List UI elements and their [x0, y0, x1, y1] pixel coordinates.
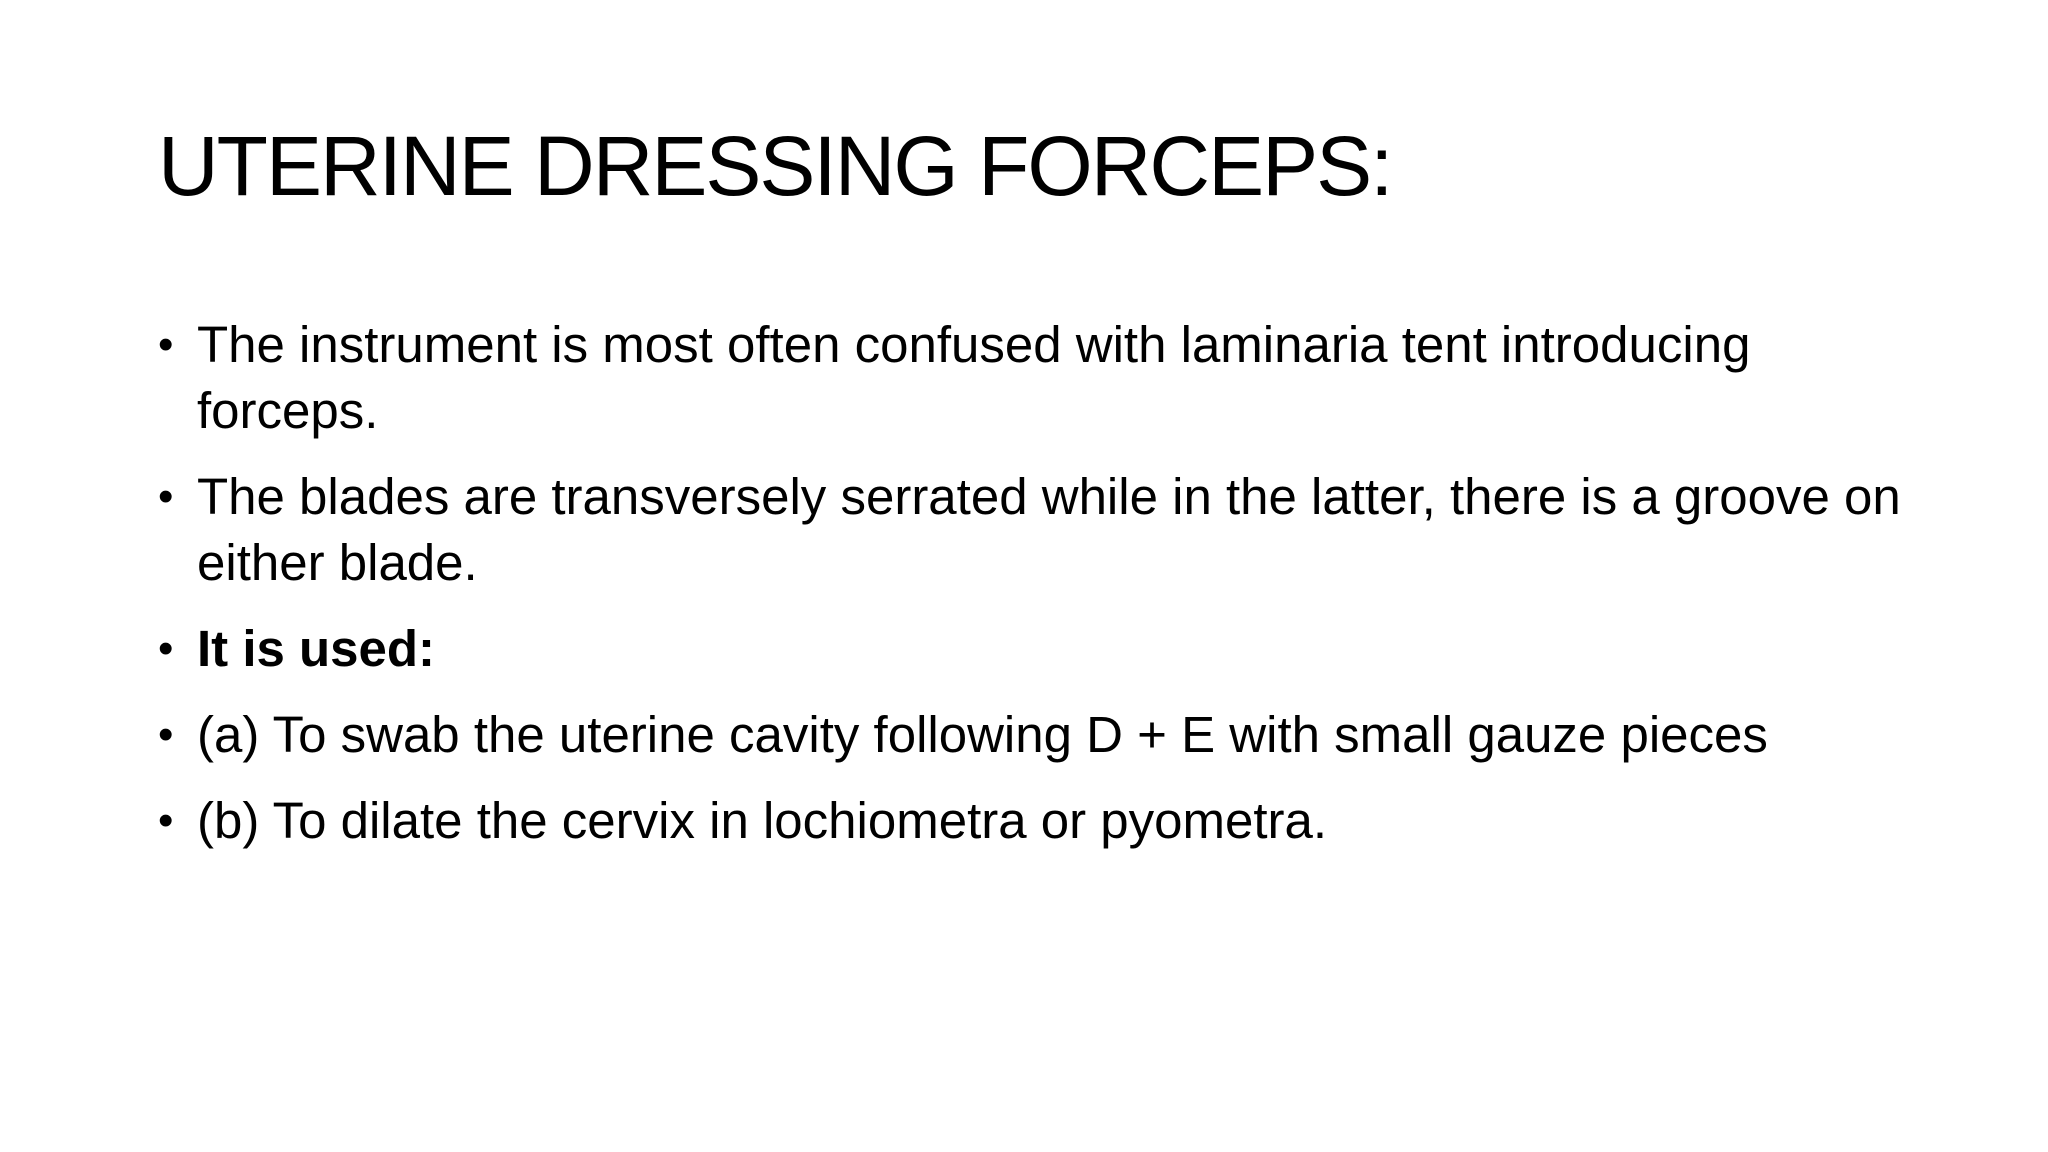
bullet-dot-icon: •: [158, 624, 174, 673]
slide-title: UTERINE DRESSING FORCEPS:: [158, 119, 1392, 213]
bullet-dot-icon: •: [158, 710, 174, 759]
bullet-item: [158, 616, 1938, 682]
bullet-item: [158, 312, 1938, 444]
bullet-item: [158, 464, 1938, 596]
bullet-text: (b) To dilate the cervix in lochiometra or pyometra.: [197, 792, 1328, 849]
bullet-text: The instrument is most often confused with laminaria tent introducing forceps.: [197, 316, 1751, 439]
bullet-text: (a) To swab the uterine cavity following D + E with small gauze pieces: [197, 706, 1768, 763]
bullet-dot-icon: •: [158, 472, 174, 521]
bullet-item: [158, 702, 1938, 768]
bullet-item: [158, 788, 1938, 854]
bullet-text: It is used:: [197, 620, 436, 677]
bullet-dot-icon: •: [158, 320, 174, 369]
bullet-text: The blades are transversely serrated while in the latter, there is a groove on either blade.: [197, 468, 1901, 591]
bullet-list: [158, 312, 1938, 874]
bullet-dot-icon: •: [158, 796, 174, 845]
